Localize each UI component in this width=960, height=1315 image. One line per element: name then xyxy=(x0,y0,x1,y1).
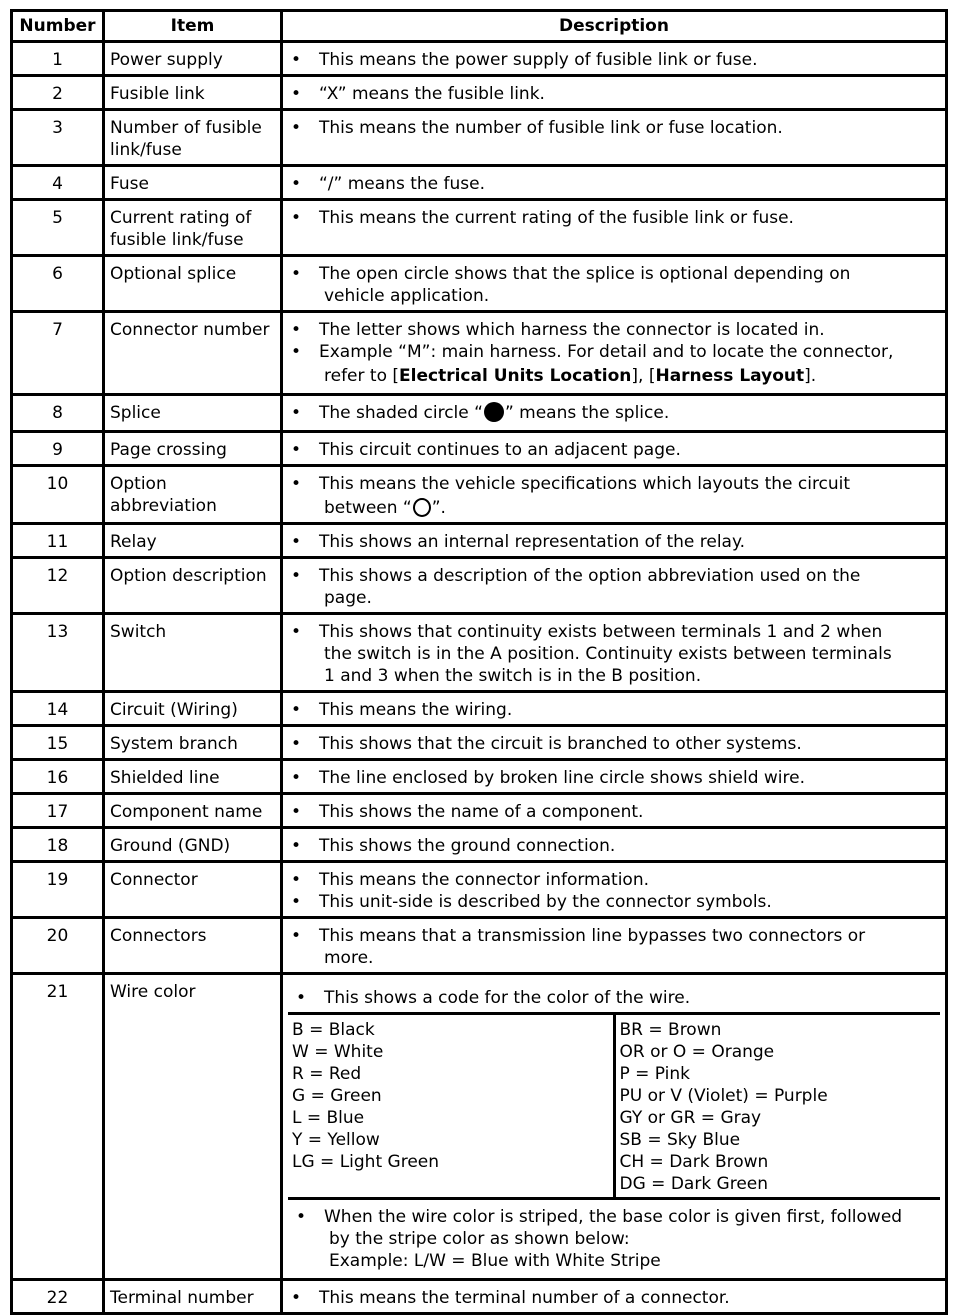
desc-line: • This shows a description of the option abbreviation used on the page. xyxy=(288,565,940,609)
header-item: Item xyxy=(104,11,282,42)
shaded-circle-icon xyxy=(484,402,504,422)
row-item: Connector xyxy=(104,862,282,918)
row-item: Relay xyxy=(104,524,282,558)
desc-line: • This means the vehicle specifications which layouts the circuit between “ ”. xyxy=(288,473,940,519)
row-number: 6 xyxy=(12,256,104,312)
desc-line: • “X” means the fusible link. xyxy=(288,83,940,105)
table-row xyxy=(12,395,947,432)
row-item: Fuse xyxy=(104,166,282,200)
row-number: 12 xyxy=(12,558,104,614)
color-code: R = Red xyxy=(292,1064,362,1084)
color-code: PU or V (Violet) = Purple xyxy=(619,1086,828,1106)
desc-line: • When the wire color is striped, the base color is given first, followed by the stripe color as shown below: Example: L/W = Blue with White Stripe xyxy=(293,1206,935,1272)
row-item: Connectors xyxy=(104,918,282,974)
row-number: 22 xyxy=(12,1280,104,1314)
table-row xyxy=(12,256,947,312)
table-row xyxy=(12,1280,947,1314)
desc-line: • The letter shows which harness the connector is located in. xyxy=(288,319,940,341)
desc-line: • The shaded circle “ ” means the splice. xyxy=(288,402,940,424)
desc-line: • This means that a transmission line bypasses two connectors or more. xyxy=(288,925,940,969)
wire-colors-right xyxy=(614,1014,940,1199)
row-item: Component name xyxy=(104,794,282,828)
color-code: G = Green xyxy=(292,1086,382,1106)
row-number: 11 xyxy=(12,524,104,558)
table-row xyxy=(12,200,947,256)
row-number: 2 xyxy=(12,76,104,110)
header-row xyxy=(12,11,947,42)
row-description xyxy=(282,200,947,256)
color-code: DG = Dark Green xyxy=(619,1174,769,1194)
wire-color-table xyxy=(288,981,940,1275)
table-row xyxy=(12,524,947,558)
table-row xyxy=(12,760,947,794)
row-description xyxy=(282,42,947,76)
table-row xyxy=(12,974,947,1280)
row-number: 17 xyxy=(12,794,104,828)
row-description xyxy=(282,1280,947,1314)
desc-line: • Example “M”: main harness. For detail and to locate the connector, refer to [Electrical Units Location], [Harness Layout]. xyxy=(288,341,940,387)
row-item: Fusible link xyxy=(104,76,282,110)
desc-line: • The open circle shows that the splice is optional depending on vehicle application. xyxy=(288,263,940,307)
desc-line: • This shows an internal representation of the relay. xyxy=(288,531,940,553)
row-item: Optional splice xyxy=(104,256,282,312)
row-item: Circuit (Wiring) xyxy=(104,692,282,726)
row-number: 8 xyxy=(12,395,104,432)
row-description xyxy=(282,256,947,312)
row-description xyxy=(282,794,947,828)
desc-line: • This shows a code for the color of the wire. xyxy=(293,987,935,1009)
row-number: 18 xyxy=(12,828,104,862)
table-row xyxy=(12,862,947,918)
row-item: Number of fusible link/fuse xyxy=(104,110,282,166)
row-description xyxy=(282,862,947,918)
row-description xyxy=(282,76,947,110)
desc-line: • This means the terminal number of a connector. xyxy=(288,1287,940,1309)
row-item: Page crossing xyxy=(104,432,282,466)
row-item: Option abbreviation xyxy=(104,466,282,524)
desc-line: • This means the wiring. xyxy=(288,699,940,721)
table-row xyxy=(12,558,947,614)
row-number: 19 xyxy=(12,862,104,918)
table-row xyxy=(12,466,947,524)
desc-line: • This shows that the circuit is branched to other systems. xyxy=(288,733,940,755)
color-code: GY or GR = Gray xyxy=(619,1108,762,1128)
row-description xyxy=(282,974,947,1280)
table-row xyxy=(12,692,947,726)
row-description xyxy=(282,432,947,466)
row-description xyxy=(282,918,947,974)
row-number: 1 xyxy=(12,42,104,76)
desc-line: • This unit-side is described by the connector symbols. xyxy=(288,891,940,913)
row-number: 7 xyxy=(12,312,104,395)
row-number: 16 xyxy=(12,760,104,794)
row-number: 15 xyxy=(12,726,104,760)
table-row xyxy=(12,726,947,760)
color-code: SB = Sky Blue xyxy=(619,1130,741,1150)
row-item: System branch xyxy=(104,726,282,760)
wire-colors-left xyxy=(288,1014,614,1199)
row-description xyxy=(282,692,947,726)
open-oval-icon xyxy=(413,498,431,517)
row-number: 9 xyxy=(12,432,104,466)
table-row xyxy=(12,110,947,166)
table-row xyxy=(12,794,947,828)
table-row xyxy=(12,614,947,692)
table-row xyxy=(12,432,947,466)
row-item: Connector number xyxy=(104,312,282,395)
row-item: Ground (GND) xyxy=(104,828,282,862)
desc-line: • This means the number of fusible link or fuse location. xyxy=(288,117,940,139)
row-description xyxy=(282,726,947,760)
row-description xyxy=(282,524,947,558)
desc-line: • This circuit continues to an adjacent page. xyxy=(288,439,940,461)
row-item: Switch xyxy=(104,614,282,692)
row-description xyxy=(282,828,947,862)
row-item: Shielded line xyxy=(104,760,282,794)
desc-line: • This shows the name of a component. xyxy=(288,801,940,823)
wiring-legend-table xyxy=(10,9,948,1315)
row-item: Option description xyxy=(104,558,282,614)
desc-line: • “/” means the fuse. xyxy=(288,173,940,195)
reference-harness-layout: Harness Layout xyxy=(655,366,805,386)
row-description xyxy=(282,166,947,200)
row-number: 10 xyxy=(12,466,104,524)
row-description xyxy=(282,614,947,692)
table-row xyxy=(12,918,947,974)
table-row xyxy=(12,42,947,76)
row-item: Current rating of fusible link/fuse xyxy=(104,200,282,256)
row-number: 14 xyxy=(12,692,104,726)
color-code: BR = Brown xyxy=(619,1020,722,1040)
color-code: W = White xyxy=(292,1042,384,1062)
row-description xyxy=(282,110,947,166)
row-number: 13 xyxy=(12,614,104,692)
row-item: Power supply xyxy=(104,42,282,76)
row-item: Terminal number xyxy=(104,1280,282,1314)
desc-line: • This shows that continuity exists between terminals 1 and 2 when the switch is in the A position. Continuity exists between terminals 1 and 3 when the switch is in the B position. xyxy=(288,621,940,687)
row-description xyxy=(282,395,947,432)
header-number: Number xyxy=(12,11,104,42)
color-code: Y = Yellow xyxy=(292,1130,380,1150)
color-code: LG = Light Green xyxy=(292,1152,440,1172)
row-description xyxy=(282,466,947,524)
desc-line: • This means the connector information. xyxy=(288,869,940,891)
table-row xyxy=(12,166,947,200)
table-row xyxy=(12,76,947,110)
row-item: Wire color xyxy=(104,974,282,1280)
color-code: B = Black xyxy=(292,1020,375,1040)
row-description xyxy=(282,558,947,614)
row-number: 3 xyxy=(12,110,104,166)
color-code: OR or O = Orange xyxy=(619,1042,775,1062)
table-row xyxy=(12,828,947,862)
row-number: 20 xyxy=(12,918,104,974)
row-number: 4 xyxy=(12,166,104,200)
row-description xyxy=(282,760,947,794)
row-number: 5 xyxy=(12,200,104,256)
color-code: P = Pink xyxy=(619,1064,691,1084)
row-description xyxy=(282,312,947,395)
desc-line: • This means the current rating of the fusible link or fuse. xyxy=(288,207,940,229)
color-code: CH = Dark Brown xyxy=(619,1152,769,1172)
table-row xyxy=(12,312,947,395)
desc-line: • This means the power supply of fusible link or fuse. xyxy=(288,49,940,71)
header-description: Description xyxy=(282,11,947,42)
color-code: L = Blue xyxy=(292,1108,365,1128)
desc-line: • The line enclosed by broken line circle shows shield wire. xyxy=(288,767,940,789)
row-number: 21 xyxy=(12,974,104,1280)
reference-electrical-units-location: Electrical Units Location xyxy=(399,366,632,386)
row-item: Splice xyxy=(104,395,282,432)
desc-line: • This shows the ground connection. xyxy=(288,835,940,857)
